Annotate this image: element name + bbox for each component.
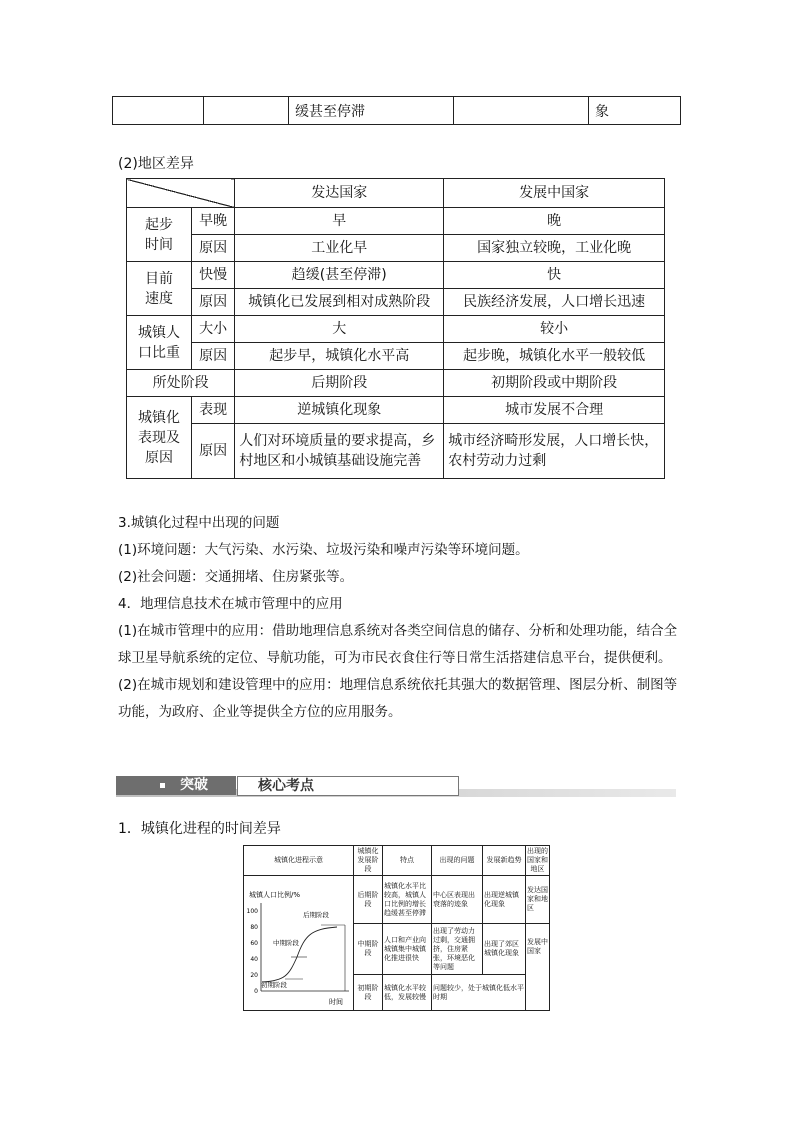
- sub-label: 原因: [192, 289, 235, 316]
- fig-header: 出现的国家和地区: [526, 846, 550, 876]
- cell-developing: 国家独立较晚，工业化晚: [444, 235, 665, 262]
- fig-header: 出现的问题: [432, 846, 483, 876]
- group-current-speed: [127, 262, 192, 316]
- group-line: 目前: [145, 270, 173, 287]
- group-line: 原因: [145, 449, 173, 466]
- ytick: 100: [246, 908, 258, 915]
- cell-developed: 大: [235, 316, 444, 343]
- label-middle-stage: 中期阶段: [273, 939, 299, 947]
- fig-trend: 出现了郊区城镇化现象: [483, 924, 526, 975]
- banner-tag-text: 突破: [180, 777, 208, 793]
- region-difference-table: [126, 178, 665, 479]
- group-line: 起步: [145, 216, 173, 233]
- banner-title: [237, 776, 459, 796]
- fig-trend: 出现逆城镇化现象: [483, 876, 526, 924]
- section-4-p1: (1)在城市管理中的应用：借助地理信息系统对各类空间信息的储存、分析和处理功能，结合全球卫星导航系统的定位、导航功能，可为市民衣食住行等日常生活搭建信息平台，提供便利。: [118, 623, 678, 666]
- group-urban-population-share: [127, 316, 192, 370]
- urbanization-curve-graph: [245, 877, 351, 1009]
- sub-label: 原因: [192, 424, 235, 479]
- cell-developing: 快: [444, 262, 665, 289]
- fig-problem: 中心区表现出衰落的迹象: [432, 876, 483, 924]
- ytick: 80: [250, 924, 258, 931]
- cell-developing: 初期阶段或中期阶段: [444, 370, 665, 397]
- fig-header: 发展新趋势: [483, 846, 526, 876]
- fig-stage: 中期阶段: [354, 924, 383, 975]
- fig-feature: 人口和产业向城镇集中城镇化推进很快: [383, 924, 432, 975]
- cell-developed: 起步早，城镇化水平高: [235, 343, 444, 370]
- label-initial-stage: 初期阶段: [261, 981, 287, 989]
- sub-label: 大小: [192, 316, 235, 343]
- figure-table: [243, 845, 550, 1011]
- stage-label: 所处阶段: [127, 370, 235, 397]
- fig-region: 发达国家和地区: [526, 876, 550, 924]
- urbanization-curve: [262, 927, 337, 982]
- cell-developed: 工业化早: [235, 235, 444, 262]
- group-line: 城镇化: [138, 409, 180, 426]
- graph-cell: [244, 876, 354, 1011]
- group-line: 速度: [145, 290, 173, 307]
- ytick: 60: [250, 940, 258, 947]
- section-banner: [116, 776, 676, 796]
- section-4-title: 4．地理信息技术在城市管理中的应用: [118, 596, 343, 612]
- square-bullet-icon: [160, 783, 165, 788]
- fig-stage: 初期阶段: [354, 975, 383, 1011]
- fig-problem: 出现了劳动力过剩，交通拥挤，住房紧张，环境恶化等问题: [432, 924, 483, 975]
- cell-developing: 民族经济发展，人口增长迅速: [444, 289, 665, 316]
- fig-feature: 城镇化水平比较高，城镇人口比例的增长趋缓甚至停滞: [383, 876, 432, 924]
- section-1-title: 1．城镇化进程的时间差异: [118, 821, 281, 837]
- top-cell: 缓甚至停滞: [289, 97, 454, 125]
- cell-developed: 城镇化已发展到相对成熟阶段: [235, 289, 444, 316]
- sub-label: 原因: [192, 235, 235, 262]
- cell-developing: 城市经济畸形发展，人口增长快，农村劳动力过剩: [444, 424, 665, 479]
- group-line: 城镇人: [138, 324, 180, 341]
- ytick: 40: [250, 956, 258, 963]
- cell-developed: 人们对环境质量的要求提高，乡村地区和小城镇基础设施完善: [235, 424, 444, 479]
- section-3-p2: (2)社会问题：交通拥堵、住房紧张等。: [118, 569, 354, 585]
- cell-developed: 逆城镇化现象: [235, 397, 444, 424]
- section-3-title: 3.城镇化过程中出现的问题: [118, 515, 280, 531]
- top-partial-table: [112, 96, 681, 125]
- sub-label: 表现: [192, 397, 235, 424]
- top-cell: [204, 97, 289, 125]
- ytick: 0: [254, 988, 258, 995]
- sub-label: 早晚: [192, 208, 235, 235]
- section-4-p2: (2)在城市规划和建设管理中的应用：地理信息系统依托其强大的数据管理、图层分析、制图等功能，为政府、企业等提供全方位的应用服务。: [118, 677, 678, 720]
- top-cell: 象: [589, 97, 681, 125]
- cell-developed: 趋缓(甚至停滞): [235, 262, 444, 289]
- fig-problem: 问题较少，处于城镇化低水平时期: [432, 975, 526, 1011]
- sub-label: 原因: [192, 343, 235, 370]
- cell-developed: 后期阶段: [235, 370, 444, 397]
- fig-header: 城镇化发展阶段: [354, 846, 383, 876]
- fig-header: 城镇化进程示意: [244, 846, 354, 876]
- section-3-p1: (1)环境问题：大气污染、水污染、垃圾污染和噪声污染等环境问题。: [118, 542, 529, 558]
- group-urbanization-performance: [127, 397, 192, 479]
- cell-developed: 早: [235, 208, 444, 235]
- top-cell: [454, 97, 589, 125]
- cell-developing: 较小: [444, 316, 665, 343]
- sub-label: 快慢: [192, 262, 235, 289]
- section-3: [118, 510, 678, 591]
- header-developing: 发展中国家: [444, 179, 665, 208]
- fig-header: 特点: [383, 846, 432, 876]
- top-cell: [113, 97, 204, 125]
- diagonal-header-cell: [127, 179, 235, 208]
- banner-tag: [116, 776, 236, 795]
- cell-developing: 晚: [444, 208, 665, 235]
- urbanization-stages-figure: [243, 845, 550, 1008]
- fig-region: 发展中国家: [526, 924, 550, 1011]
- group-line: 口比重: [138, 344, 180, 361]
- group-line: 时间: [145, 236, 173, 253]
- region-heading: (2)地区差异: [118, 156, 194, 172]
- graph-ylabel: 城镇人口比例/%: [249, 891, 301, 899]
- cell-developing: 城市发展不合理: [444, 397, 665, 424]
- graph-xlabel: 时间: [329, 998, 343, 1006]
- cell-developing: 起步晚，城镇化水平一般较低: [444, 343, 665, 370]
- header-developed: 发达国家: [235, 179, 444, 208]
- group-start-time: [127, 208, 192, 262]
- fig-stage: 后期阶段: [354, 876, 383, 924]
- label-late-stage: 后期阶段: [303, 911, 329, 919]
- section-4: [118, 591, 678, 726]
- banner-title-text: 核心考点: [258, 778, 314, 794]
- ytick: 20: [250, 972, 258, 979]
- group-line: 表现及: [138, 429, 180, 446]
- fig-feature: 城镇化水平较低，发展较慢: [383, 975, 432, 1011]
